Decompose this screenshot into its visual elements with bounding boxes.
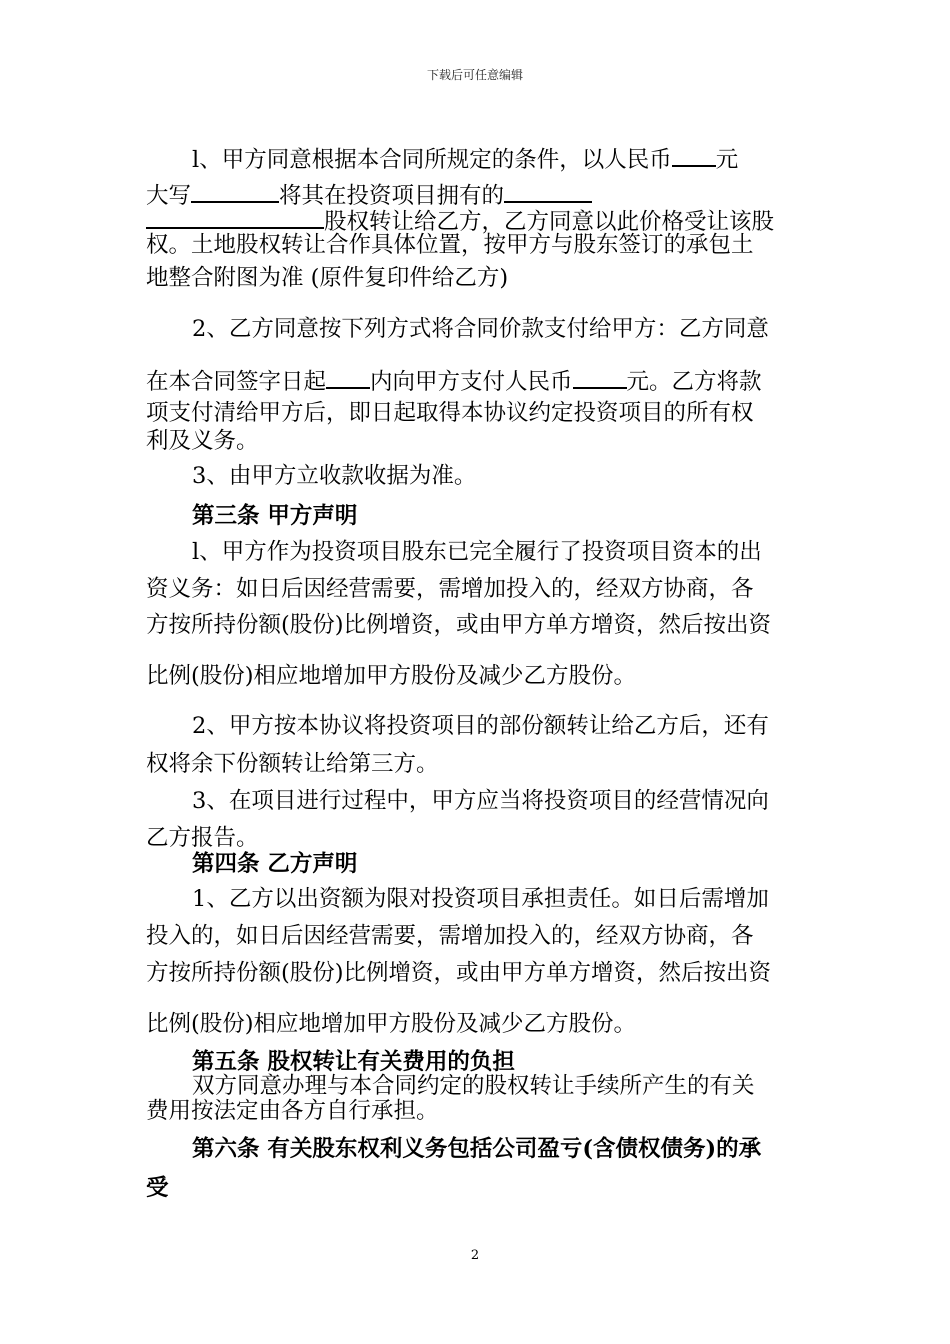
article-3-item-2-line-1: 2、甲方按本协议将投资项目的部份额转让给乙方后，还有 [192,713,769,739]
para-1-line-3 [146,207,774,234]
para-1-text: l、甲方同意根据本合同所规定的条件，以人民币 [192,147,672,173]
para-2-line-2 [146,367,762,394]
amount-blank [672,145,716,167]
article-5-line-2: 费用按法定由各方自行承担。 [146,1098,439,1124]
article-5-line-1: 双方同意办理与本合同约定的股权转让手续所产生的有关 [192,1073,755,1099]
currency-unit: 元 [715,147,739,173]
para-1-text: 股权转让给乙方，乙方同意以此价格受让该股 [324,209,775,235]
article-5-title: 第五条 股权转让有关费用的负担 [192,1049,515,1075]
page-header: 下载后可任意编辑 [426,68,523,82]
article-3-item-1-line-4: 比例(股份)相应地增加甲方股份及减少乙方股份。 [146,663,637,689]
para-2-text: 在本合同签字日起 [146,369,327,395]
article-4-item-1-line-2: 投入的，如日后因经营需要，需增加投入的，经双方协商，各 [146,923,754,949]
capital-amount-blank [191,181,279,203]
payment-amount-blank [573,367,627,389]
equity-blank-cont [146,207,324,229]
article-4-item-1-line-4: 比例(股份)相应地增加甲方股份及减少乙方股份。 [146,1011,637,1037]
article-4-item-1-line-3: 方按所持份额(股份)比例增资，或由甲方单方增资，然后按出资 [146,960,772,986]
article-6-title-line-1: 第六条 有关股东权利义务包括公司盈亏(含债权债务)的承 [192,1136,762,1162]
equity-blank [504,181,592,203]
article-3-item-2-line-2: 权将余下份额转让给第三方。 [146,751,439,777]
page-number: 2 [470,1248,480,1263]
capital-label: 大写 [146,183,192,209]
article-6-title-line-2: 受 [146,1175,169,1201]
article-3-item-3-line-1: 3、在项目进行过程中，甲方应当将投资项目的经营情况向 [192,788,769,814]
article-3-item-1-line-1: l、甲方作为投资项目股东已完全履行了投资项目资本的出 [192,539,762,565]
article-4-item-1-line-1: 1、乙方以出资额为限对投资项目承担责任。如日后需增加 [192,886,769,912]
days-blank [326,367,370,389]
para-3: 3、由甲方立收款收据为准。 [192,463,477,489]
article-3-item-1-line-2: 资义务：如日后因经营需要，需增加投入的，经双方协商，各 [146,576,754,602]
para-2-line-4: 利及义务。 [146,428,259,454]
para-1-line-2 [146,181,592,208]
para-1-line-5: 地整合附图为准 (原件复印件给乙方) [146,265,509,291]
para-1-text: 将其在投资项目拥有的 [279,183,505,209]
para-1-line-4: 权。土地股权转让合作具体位置，按甲方与股东签订的承包土 [146,232,754,258]
article-3-item-1-line-3: 方按所持份额(股份)比例增资，或由甲方单方增资，然后按出资 [146,612,772,638]
para-2-line-1: 2、乙方同意按下列方式将合同价款支付给甲方：乙方同意 [192,316,769,342]
para-2-line-3: 项支付清给甲方后，即日起取得本协议约定投资项目的所有权 [146,400,754,426]
article-3-title: 第三条 甲方声明 [192,503,358,529]
para-2-text: 元。乙方将款 [626,369,762,395]
article-4-title: 第四条 乙方声明 [192,851,358,877]
para-1-line-1 [192,145,738,172]
article-3-item-3-line-2: 乙方报告。 [146,825,259,851]
para-2-text: 内向甲方支付人民币 [370,369,573,395]
